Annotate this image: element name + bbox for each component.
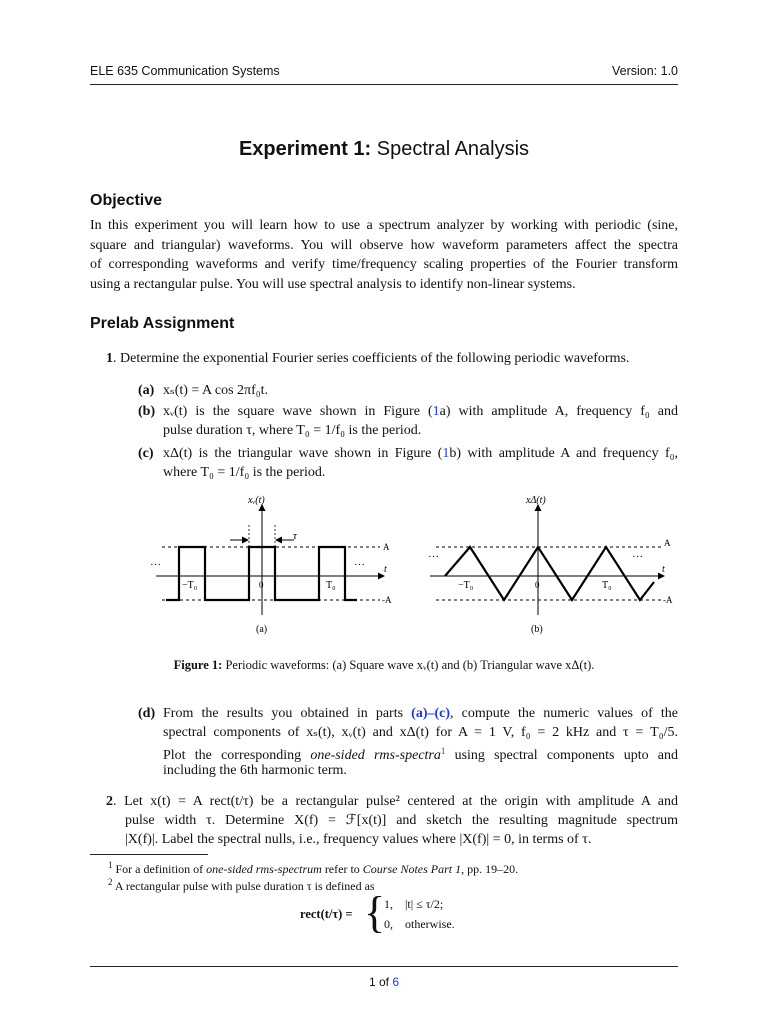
panel-a-square-wave (150, 495, 392, 635)
objective-paragraph (90, 216, 678, 294)
parts-a-c-link[interactable]: (a)–(c) (411, 706, 451, 721)
rect-case-1-condition: |t| ≤ τ/2; (405, 897, 444, 911)
part-c-label: (c) (138, 446, 154, 461)
footnote-rule (90, 854, 208, 855)
part-b-label: (b) (138, 404, 156, 419)
part-d-label: (d) (138, 706, 156, 721)
part-d-line-1: From the results you obtained in parts (a)–(c), compute the numeric values of the (163, 706, 678, 721)
panel-a-label: (a) (256, 624, 268, 635)
prelab-heading: Prelab Assignment (90, 315, 235, 332)
panel-a-amp-pos: A (383, 542, 390, 552)
question-1-number: 1 (106, 351, 113, 366)
panel-a-ylabel: xᵥ(t) (248, 495, 265, 506)
footnote-1-link[interactable]: 1 (440, 746, 446, 756)
panel-a-dots-right: ··· (354, 559, 365, 571)
figure-1-link[interactable]: 1 (442, 446, 450, 461)
caption-text: Periodic waveforms: (a) Square wave xᵥ(t) and (b) Triangular wave xΔ(t). (225, 658, 595, 672)
part-b-line-2: pulse duration τ, where T₀ = 1/f₀ is the period. (163, 423, 422, 438)
panel-b-tick: T₀ (602, 580, 612, 591)
title-label: Experiment 1: (238, 138, 372, 160)
tau-label: τ (293, 530, 297, 542)
objective-heading: Objective (90, 192, 163, 209)
total-pages-link[interactable]: 6 (392, 975, 400, 989)
question-2-number: 2 (106, 794, 113, 809)
panel-b-tick: 0 (535, 580, 540, 590)
figure-1 (90, 490, 678, 640)
panel-a-amp-neg: -A (382, 595, 392, 605)
part-d-line-3: Plot the corresponding one-sided rms-spectra$^1$ using spectral components upto and (163, 746, 678, 763)
question-1-text: . Determine the exponential Fourier series coefficients of the following periodic waveforms. (113, 351, 630, 366)
part-c-line-2: where T₀ = 1/f₀ is the period. (163, 465, 326, 480)
panel-b-amp-pos: A (664, 538, 671, 548)
rect-definition-brace: { (364, 888, 386, 937)
panel-a-dots-left: ··· (150, 559, 161, 571)
objective-line: square and triangular) waveforms. You will observe how waveform parameters affect the spectra (90, 237, 678, 253)
question-2-line-2: pulse width τ. Determine X(f) = ℱ[x(t)] and sketch the resulting magnitude spectrum (125, 813, 678, 828)
figure-1-svg (90, 490, 678, 640)
header-version: Version: 1.0 (611, 64, 678, 78)
panel-b-tick: −T₀ (458, 580, 474, 591)
rect-definition-lhs: rect(t/τ) = (300, 907, 353, 921)
page-title (0, 138, 768, 161)
part-c-line-1: xΔ(t) is the triangular wave shown in Figure (1b) with amplitude A and frequency f₀, (163, 446, 679, 461)
part-b-line-1: xᵥ(t) is the square wave shown in Figure (1a) with amplitude A, frequency f₀ and (163, 404, 678, 419)
panel-a-tick: −T₀ (182, 580, 198, 591)
part-a-text: xₛ(t) = A cos 2πf₀t. (163, 383, 269, 398)
panel-b-amp-neg: -A (663, 595, 673, 605)
panel-a-tick: T₀ (326, 580, 336, 591)
question-2-line-1: 2. Let x(t) = A rect(t/τ) be a rectangular pulse² centered at the origin with amplitude A and (106, 794, 678, 809)
rect-case-1-value: 1, (384, 897, 393, 911)
panel-a-tick: 0 (259, 580, 264, 590)
figure-1-caption (0, 658, 768, 673)
panel-b-dots-left: ··· (428, 551, 439, 563)
footer-rule (90, 966, 678, 967)
footnote-2: $^2$ A rectangular pulse with pulse duration τ is defined as (108, 877, 375, 893)
header-course: ELE 635 Communication Systems (90, 64, 280, 78)
panel-b-dots-right: ··· (632, 551, 643, 563)
figure-1-link[interactable]: 1 (432, 404, 440, 419)
part-d-line-2: spectral components of xₛ(t), xᵥ(t) and xΔ(t) for A = 1 V, f₀ = 2 kHz and τ = T₀/5. (163, 725, 678, 740)
triangular-wave-trace (445, 547, 654, 600)
rect-case-2-value: 0, (384, 917, 393, 931)
panel-a-t-label: t (384, 564, 387, 575)
part-d-line-4: including the 6th harmonic term. (163, 763, 347, 778)
title-text: Spectral Analysis (376, 138, 530, 160)
rect-case-2-condition: otherwise. (405, 917, 455, 931)
panel-b-ylabel: xΔ(t) (526, 495, 546, 506)
objective-line: using a rectangular pulse. You will use spectral analysis to identify non-linear systems. (90, 276, 576, 292)
page-number: 1 of 6 (368, 975, 400, 989)
panel-b-triangular-wave (428, 495, 673, 635)
objective-line: of corresponding waveforms and verify time/frequency scaling properties of the Fourier transform (90, 257, 678, 272)
question-1 (106, 349, 629, 368)
panel-b-label: (b) (531, 624, 543, 635)
objective-line: In this experiment you will learn how to use a spectrum analyzer by working with periodic (sine, (90, 218, 678, 233)
panel-b-t-label: t (662, 564, 665, 575)
question-2-line-3: |X(f)|. Label the spectral nulls, i.e., frequency values where |X(f)| = 0, in terms of τ. (125, 832, 592, 847)
header-rule (90, 84, 678, 85)
part-a-label: (a) (138, 383, 155, 398)
caption-label: Figure 1: (173, 658, 223, 672)
footnote-1: $^1$ For a definition of one-sided rms-spectrum refer to Course Notes Part 1, pp. 19–20. (108, 860, 519, 876)
